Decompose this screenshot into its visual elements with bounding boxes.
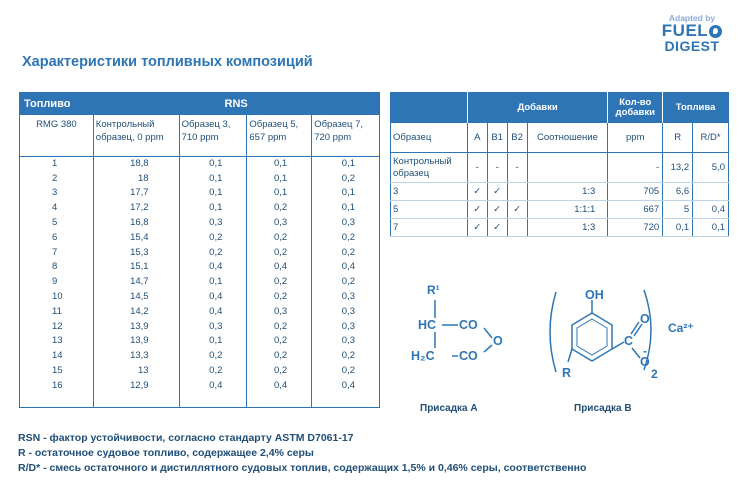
table-cell: 0,2 — [179, 245, 247, 260]
table-row — [20, 304, 380, 319]
table-cell: 1:1:1 — [527, 201, 608, 219]
table-cell: 0,1 — [663, 219, 693, 237]
rns-column-header: Образец 3, 710 ppm — [179, 115, 247, 157]
additives-table — [390, 92, 729, 237]
chem-b-sub2: 2 — [651, 367, 658, 381]
table-cell: 0,1 — [312, 186, 380, 201]
table-cell — [93, 393, 179, 407]
table-cell: 720 — [608, 219, 663, 237]
header-additives: Добавки — [467, 93, 608, 123]
table-cell — [507, 183, 527, 201]
caption-additive-b: Присадка В — [574, 403, 632, 414]
table-cell: 0,2 — [247, 275, 312, 290]
table-cell: 6 — [52, 231, 58, 243]
table-cell: 0,3 — [179, 216, 247, 231]
table-cell: 16,8 — [93, 216, 179, 231]
chem-b-r: R — [562, 366, 572, 380]
table-cell: 0,1 — [312, 157, 380, 172]
table-cell: 1 — [52, 158, 58, 170]
table-cell: 4 — [52, 202, 58, 214]
table-cell: 0,1 — [247, 186, 312, 201]
table-cell: ✓ — [467, 219, 487, 237]
table-cell: ✓ — [467, 183, 487, 201]
table-cell: 0,2 — [247, 230, 312, 245]
table-row — [20, 290, 380, 305]
additives-column-header: B2 — [507, 123, 527, 153]
table-cell: 2 — [52, 172, 58, 184]
rns-table-header — [20, 93, 380, 115]
table-cell: 0,1 — [179, 334, 247, 349]
rns-column-header: Контрольный образец, 0 ppm — [93, 115, 179, 157]
table-cell: - — [487, 153, 507, 183]
chem-b-bonds — [540, 280, 680, 390]
table-cell: 13,3 — [93, 349, 179, 364]
table-cell: 13,9 — [93, 334, 179, 349]
table-row — [20, 364, 380, 379]
table-row — [20, 171, 380, 186]
chem-b-calcium: Ca²⁺ — [668, 321, 694, 335]
table-cell — [312, 393, 380, 407]
additives-column-header: ppm — [608, 123, 663, 153]
table-cell: 0,2 — [179, 364, 247, 379]
table-cell: 0,3 — [312, 304, 380, 319]
table-row — [20, 334, 380, 349]
table-cell: 18,8 — [93, 157, 179, 172]
table-cell: 0,2 — [179, 349, 247, 364]
table-cell: 8 — [52, 261, 58, 273]
header-amount: Кол-во добавки — [608, 93, 663, 123]
table-cell: 7 — [391, 219, 468, 237]
table-cell: 0,3 — [312, 334, 380, 349]
table-cell: 0,2 — [247, 245, 312, 260]
table-cell: 0,1 — [247, 171, 312, 186]
chem-a-r1: R¹ — [427, 283, 440, 297]
table-cell: 0,2 — [179, 230, 247, 245]
rns-table — [19, 92, 380, 408]
chem-a-o: O — [493, 334, 503, 348]
table-row — [20, 230, 380, 245]
table-cell: 11 — [52, 305, 62, 317]
table-cell: 0,4 — [179, 304, 247, 319]
logo-digest-text: DIGEST — [664, 38, 720, 54]
table-cell: 0,2 — [312, 275, 380, 290]
header-rns: RNS — [93, 93, 379, 115]
footnote-rsn: RSN - фактор устойчивости, согласно стандарту ASTM D7061-17 — [18, 432, 354, 444]
table-cell: 0,2 — [247, 290, 312, 305]
footnotes — [18, 431, 586, 476]
header-fuel: Топливо — [20, 93, 94, 115]
additives-column-header: B1 — [487, 123, 507, 153]
table-cell: 15,1 — [93, 260, 179, 275]
table-cell: 0,1 — [179, 201, 247, 216]
table-cell: 13,2 — [663, 153, 693, 183]
table-row — [20, 157, 380, 172]
table-cell: 3 — [391, 183, 468, 201]
table-cell: 0,1 — [247, 157, 312, 172]
header-empty — [391, 93, 468, 123]
table-row — [20, 349, 380, 364]
table-row — [391, 183, 729, 201]
additives-column-header: R/D* — [693, 123, 729, 153]
table-cell: 13 — [52, 335, 63, 347]
table-row — [391, 201, 729, 219]
table-cell: 0,3 — [247, 304, 312, 319]
table-cell: 0,3 — [312, 216, 380, 231]
table-row — [20, 186, 380, 201]
table-cell: ✓ — [467, 201, 487, 219]
table-row — [20, 245, 380, 260]
table-row — [391, 219, 729, 237]
table-cell: 6,6 — [663, 183, 693, 201]
additives-table-columns — [391, 123, 729, 153]
chem-b-o-bottom: O — [640, 355, 650, 369]
table-cell: ✓ — [487, 183, 507, 201]
table-cell: 10 — [52, 291, 63, 303]
additives-table-header — [391, 93, 729, 123]
chem-b-minus: - — [643, 344, 647, 358]
rns-table-body — [20, 157, 380, 408]
table-cell: 0,2 — [312, 171, 380, 186]
logo-fuel-text: FUEL — [660, 23, 724, 39]
table-cell: 14,5 — [93, 290, 179, 305]
table-cell: 12 — [52, 320, 63, 332]
table-cell: 0,2 — [247, 349, 312, 364]
table-cell: - — [507, 153, 527, 183]
additives-table-body — [391, 153, 729, 237]
table-cell: - — [467, 153, 487, 183]
table-cell: 1:3 — [527, 219, 608, 237]
table-cell: 0,1 — [179, 275, 247, 290]
table-cell — [507, 219, 527, 237]
chem-a-co2: CO — [459, 349, 478, 363]
chem-a-co1: CO — [459, 318, 478, 332]
table-cell — [527, 153, 608, 183]
table-cell: ✓ — [487, 201, 507, 219]
chem-a-hc: HC — [418, 318, 437, 332]
table-cell: 0,3 — [179, 319, 247, 334]
rns-table-columns — [20, 115, 380, 157]
table-row — [20, 319, 380, 334]
table-cell: 0,4 — [179, 260, 247, 275]
additives-column-header: Образец — [391, 123, 468, 153]
table-cell: 0,4 — [693, 201, 729, 219]
drop-icon — [709, 25, 722, 38]
table-cell: 0,4 — [247, 260, 312, 275]
table-cell: 0,2 — [247, 201, 312, 216]
chem-b-oh: OH — [585, 288, 604, 302]
table-cell: 5 — [391, 201, 468, 219]
table-cell: 0,1 — [693, 219, 729, 237]
table-row — [20, 275, 380, 290]
table-row — [20, 201, 380, 216]
fuel-digest-logo — [660, 14, 724, 53]
rns-column-header: Образец 7, 720 ppm — [312, 115, 380, 157]
table-cell: 13 — [93, 364, 179, 379]
table-cell: 5,0 — [693, 153, 729, 183]
table-cell: 0,1 — [312, 201, 380, 216]
footnote-r: R - остаточное судовое топливо, содержащее 2,4% серы — [18, 447, 314, 459]
table-cell: 9 — [52, 276, 58, 288]
table-cell: 0,3 — [247, 216, 312, 231]
table-cell: 18 — [93, 171, 179, 186]
table-cell: 0,4 — [312, 378, 380, 393]
table-cell: 0,4 — [247, 378, 312, 393]
table-cell: 1:3 — [527, 183, 608, 201]
table-row — [20, 378, 380, 393]
rns-column-header: Образец 5, 657 ppm — [247, 115, 312, 157]
caption-additive-a: Присадка А — [420, 403, 478, 414]
table-cell: 15,3 — [93, 245, 179, 260]
table-cell: 7 — [52, 246, 58, 258]
table-cell: 0,2 — [312, 230, 380, 245]
table-cell — [247, 393, 312, 407]
table-cell — [179, 393, 247, 407]
table-cell: 13,9 — [93, 319, 179, 334]
header-fuels: Топлива — [663, 93, 729, 123]
table-cell: 15 — [52, 365, 63, 377]
chem-a-h2c: H₂C — [411, 349, 435, 363]
table-cell: 0,2 — [312, 364, 380, 379]
table-cell: 16 — [52, 379, 63, 391]
table-cell: ✓ — [507, 201, 527, 219]
rns-column-header: RMG 380 — [20, 115, 94, 157]
chem-b-o-top: O — [640, 312, 650, 326]
table-cell: ✓ — [487, 219, 507, 237]
table-cell: 0,2 — [247, 319, 312, 334]
table-cell — [693, 183, 729, 201]
table-row — [20, 216, 380, 231]
table-cell: 0,1 — [179, 186, 247, 201]
table-cell: 17,7 — [93, 186, 179, 201]
additives-column-header: Соотношение — [527, 123, 608, 153]
table-cell: 5 — [52, 217, 58, 229]
table-cell: Контрольный образец — [391, 153, 468, 183]
table-cell: 0,3 — [312, 319, 380, 334]
table-cell: 14 — [52, 350, 63, 362]
table-cell: 12,9 — [93, 378, 179, 393]
table-cell: 0,4 — [312, 260, 380, 275]
table-cell: 14,2 — [93, 304, 179, 319]
additives-column-header: A — [467, 123, 487, 153]
table-cell: 5 — [663, 201, 693, 219]
table-row — [391, 153, 729, 183]
table-cell: 15,4 — [93, 230, 179, 245]
table-cell: 0,1 — [179, 157, 247, 172]
table-cell — [20, 393, 94, 407]
table-cell: 0,2 — [247, 334, 312, 349]
table-cell: 705 — [608, 183, 663, 201]
table-cell: - — [608, 153, 663, 183]
table-cell: 0,1 — [179, 171, 247, 186]
table-cell: 3 — [52, 187, 58, 199]
table-spacer-row — [20, 393, 380, 407]
table-cell: 0,4 — [179, 378, 247, 393]
footnote-rd: R/D* - смесь остаточного и дистиллятного судовых топлив, содержащих 1,5% и 0,46% серы, соответственно — [18, 462, 587, 474]
table-cell: 17,2 — [93, 201, 179, 216]
table-cell: 0,3 — [312, 290, 380, 305]
additives-column-header: R — [663, 123, 693, 153]
chem-b-c: C — [624, 334, 634, 348]
table-cell: 667 — [608, 201, 663, 219]
table-cell: 0,2 — [312, 245, 380, 260]
table-cell: 0,4 — [179, 290, 247, 305]
table-row — [20, 260, 380, 275]
table-cell: 0,2 — [247, 364, 312, 379]
logo-adapted-text: Adapted by — [668, 13, 716, 23]
table-cell: 0,2 — [312, 349, 380, 364]
page-title: Характеристики топливных композиций — [22, 54, 313, 70]
table-cell: 14,7 — [93, 275, 179, 290]
